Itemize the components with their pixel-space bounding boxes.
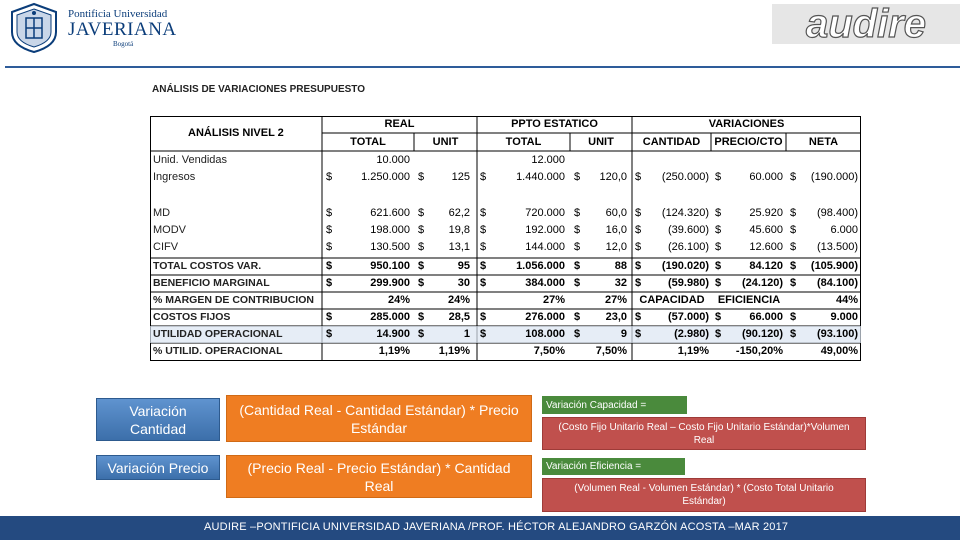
currency-symbol: $	[715, 241, 722, 253]
cell-vp: -150,20%	[735, 345, 783, 357]
cell-ru: 62,2	[448, 207, 470, 219]
cell-pu: 60,0	[605, 207, 627, 219]
group-header-ppto: PPTO ESTATICO	[511, 118, 598, 130]
cell-vc: (57.000)	[668, 311, 709, 323]
cell-rt: 1.250.000	[361, 171, 410, 183]
currency-symbol: $	[418, 311, 425, 323]
cell-rt: 621.600	[370, 207, 410, 219]
cell-vn: 6.000	[830, 224, 858, 236]
cell-vp: 12.600	[749, 241, 783, 253]
row-label: CIFV	[153, 241, 179, 253]
col-header-cantidad: CANTIDAD	[642, 136, 701, 148]
audire-wordmark: audire	[805, 4, 927, 44]
cell-pt: 276.000	[525, 311, 565, 323]
cell-vc: (250.000)	[661, 171, 709, 183]
cell-ru: 30	[457, 277, 470, 289]
cell-pt: 720.000	[525, 207, 565, 219]
footer-text: AUDIRE –PONTIFICIA UNIVERSIDAD JAVERIANA /PROF. HÉCTOR ALEJANDRO GARZÓN ACOSTA –MAR 2017	[204, 521, 789, 533]
cell-pt: 192.000	[525, 224, 565, 236]
currency-symbol: $	[635, 260, 642, 272]
currency-symbol: $	[790, 224, 797, 236]
currency-symbol: $	[574, 171, 581, 183]
variacion-precio-formula: (Precio Real - Precio Estándar) * Cantidad Real	[226, 455, 532, 498]
currency-symbol: $	[574, 207, 581, 219]
university-wordmark	[68, 8, 177, 48]
cell-vn	[790, 186, 858, 203]
currency-symbol: $	[480, 207, 487, 219]
cell-pu	[574, 186, 627, 203]
group-header-real: REAL	[384, 118, 415, 130]
row-label: Unid. Vendidas	[153, 154, 227, 166]
cell-ru: 1,19%	[438, 345, 470, 357]
cell-ru: 13,1	[448, 241, 470, 253]
currency-symbol: $	[790, 241, 797, 253]
row-label: BENEFICIO MARGINAL	[153, 277, 270, 289]
cell-vp: 25.920	[749, 207, 783, 219]
currency-symbol: $	[635, 311, 642, 323]
cell-rt: 14.900	[376, 328, 410, 340]
row-label: TOTAL COSTOS VAR.	[153, 260, 262, 272]
currency-symbol: $	[418, 277, 425, 289]
col-header-ppto-unit: UNIT	[588, 136, 614, 148]
currency-symbol: $	[574, 260, 581, 272]
currency-symbol: $	[418, 207, 425, 219]
cell-pt: 1.440.000	[516, 171, 565, 183]
cell-ru: 125	[451, 171, 470, 183]
cell-rt: 950.100	[370, 260, 410, 272]
cell-vc: (59.980)	[668, 277, 709, 289]
variacion-capacidad-label: Variación Capacidad =	[542, 396, 687, 414]
row-label: UTILIDAD OPERACIONAL	[153, 328, 283, 340]
currency-symbol: $	[574, 277, 581, 289]
cell-vn	[790, 152, 858, 169]
currency-symbol: $	[574, 241, 581, 253]
col-header-real-unit: UNIT	[432, 136, 459, 148]
cell-ru: 19,8	[448, 224, 470, 236]
cell-pu: 27%	[604, 294, 627, 306]
currency-symbol: $	[790, 207, 797, 219]
cell-pu: 32	[614, 277, 627, 289]
currency-symbol: $	[715, 224, 722, 236]
row-label: MODV	[153, 224, 186, 236]
cell-ru: 95	[457, 260, 470, 272]
currency-symbol: $	[418, 260, 425, 272]
logo-line-2: JAVERIANA	[68, 19, 177, 40]
cell-pu: 7,50%	[595, 345, 627, 357]
cell-pt: 12.000	[531, 154, 565, 166]
cell-pu: 12,0	[605, 241, 627, 253]
variacion-cantidad-formula: (Cantidad Real - Cantidad Estándar) * Precio Estándar	[226, 395, 532, 442]
currency-symbol: $	[418, 171, 425, 183]
currency-symbol: $	[480, 260, 487, 272]
audire-logo	[772, 4, 960, 44]
cell-vn: (190.000)	[810, 171, 858, 183]
cell-vc: (124.320)	[661, 207, 709, 219]
cell-rt: 1,19%	[378, 345, 410, 357]
corner-label: ANÁLISIS NIVEL 2	[188, 127, 284, 139]
cell-pu: 9	[620, 328, 627, 340]
cell-vc: (26.100)	[668, 241, 709, 253]
header-rule	[5, 66, 960, 68]
currency-symbol: $	[635, 241, 642, 253]
currency-symbol: $	[790, 171, 797, 183]
currency-symbol: $	[326, 328, 333, 340]
cell-vn: 44%	[835, 294, 858, 306]
cell-vp: (24.120)	[742, 277, 783, 289]
cell-rt: 198.000	[370, 224, 410, 236]
cell-vc: 1,19%	[677, 345, 709, 357]
page-title: ANÁLISIS DE VARIACIONES PRESUPUESTO	[152, 84, 365, 95]
cell-vn: 49,00%	[820, 345, 858, 357]
col-header-neta: NETA	[808, 136, 839, 148]
currency-symbol: $	[574, 328, 581, 340]
row-label: COSTOS FIJOS	[153, 311, 231, 323]
variacion-eficiencia-label: Variación Eficiencia =	[542, 458, 685, 475]
cell-vn: (105.900)	[810, 260, 858, 272]
col-header-precio: PRECIO/CTO	[714, 136, 783, 148]
cell-pt	[485, 186, 565, 203]
cell-pt: 108.000	[525, 328, 565, 340]
currency-symbol: $	[790, 260, 797, 272]
cell-pt: 1.056.000	[516, 260, 565, 272]
cell-pt: 144.000	[525, 241, 565, 253]
cell-vc	[635, 152, 709, 169]
cell-vn: (98.400)	[817, 207, 858, 219]
cell-vn: (84.100)	[817, 277, 858, 289]
currency-symbol: $	[635, 207, 642, 219]
logo-line-1: Pontificia Universidad	[68, 8, 168, 20]
currency-symbol: $	[635, 171, 642, 183]
currency-symbol: $	[715, 171, 722, 183]
cell-rt: 24%	[387, 294, 410, 306]
currency-symbol: $	[326, 241, 333, 253]
currency-symbol: $	[326, 207, 333, 219]
cell-vp: 84.120	[749, 260, 783, 272]
variacion-capacidad-formula: (Costo Fijo Unitario Real – Costo Fijo Unitario Estándar)*Volumen Real	[542, 417, 866, 450]
cell-vc	[635, 186, 709, 203]
currency-symbol: $	[574, 311, 581, 323]
currency-symbol: $	[715, 207, 722, 219]
cell-vn: (13.500)	[817, 241, 858, 253]
cell-pu: 120,0	[599, 171, 627, 183]
currency-symbol: $	[715, 277, 722, 289]
currency-symbol: $	[715, 260, 722, 272]
variacion-eficiencia-formula: (Volumen Real - Volumen Estándar) * (Costo Total Unitario Estándar)	[542, 478, 866, 512]
variance-table	[150, 116, 861, 361]
col-header-ppto-total: TOTAL	[505, 136, 542, 148]
header	[0, 0, 960, 64]
variacion-cantidad-label: Variación Cantidad	[96, 398, 220, 441]
cell-rt	[330, 186, 410, 203]
cell-vc: CAPACIDAD	[639, 294, 705, 306]
currency-symbol: $	[635, 277, 642, 289]
cell-pt: 7,50%	[533, 345, 565, 357]
currency-symbol: $	[326, 277, 333, 289]
currency-symbol: $	[418, 328, 425, 340]
currency-symbol: $	[635, 328, 642, 340]
cell-ru: 28,5	[448, 311, 470, 323]
cell-vp: 60.000	[749, 171, 783, 183]
cell-vc: (39.600)	[668, 224, 709, 236]
col-header-real-total: TOTAL	[350, 136, 386, 148]
logo-line-3: Bogotá	[113, 40, 134, 48]
currency-symbol: $	[790, 311, 797, 323]
cell-pu: 88	[614, 260, 627, 272]
row-label: Ingresos	[153, 171, 196, 183]
cell-pu	[574, 152, 627, 169]
currency-symbol: $	[326, 171, 333, 183]
row-label: MD	[153, 207, 171, 219]
cell-rt: 130.500	[370, 241, 410, 253]
currency-symbol: $	[574, 224, 581, 236]
cell-rt: 285.000	[370, 311, 410, 323]
currency-symbol: $	[480, 311, 487, 323]
cell-ru: 1	[463, 328, 470, 340]
group-header-variaciones: VARIACIONES	[708, 118, 785, 130]
currency-symbol: $	[480, 224, 487, 236]
university-logo	[6, 2, 176, 54]
currency-symbol: $	[715, 328, 722, 340]
cell-vc: (2.980)	[674, 328, 709, 340]
cell-vp: EFICIENCIA	[717, 294, 781, 306]
cell-vn: 9.000	[830, 311, 858, 323]
row-label: % UTILID. OPERACIONAL	[153, 345, 283, 357]
cell-ru: 24%	[447, 294, 470, 306]
variacion-precio-label: Variación Precio	[96, 455, 220, 480]
cell-pu: 16,0	[605, 224, 627, 236]
cell-vp: 66.000	[749, 311, 783, 323]
cell-pu: 23,0	[605, 311, 627, 323]
cell-vp: 45.600	[749, 224, 783, 236]
currency-symbol: $	[715, 311, 722, 323]
university-seal-icon	[6, 2, 62, 54]
cell-pt: 27%	[542, 294, 565, 306]
currency-symbol: $	[480, 171, 487, 183]
cell-ru	[418, 186, 470, 203]
cell-vc: (190.020)	[661, 260, 709, 272]
currency-symbol: $	[480, 328, 487, 340]
currency-symbol: $	[326, 224, 333, 236]
cell-vp	[715, 152, 783, 169]
cell-vn: (93.100)	[817, 328, 858, 340]
currency-symbol: $	[790, 277, 797, 289]
cell-vp	[715, 186, 783, 203]
currency-symbol: $	[326, 260, 333, 272]
row-label: % MARGEN DE CONTRIBUCION	[153, 294, 315, 306]
cell-pt: 384.000	[525, 277, 565, 289]
currency-symbol: $	[418, 224, 425, 236]
currency-symbol: $	[480, 241, 487, 253]
currency-symbol: $	[635, 224, 642, 236]
cell-rt: 10.000	[376, 154, 410, 166]
currency-symbol: $	[790, 328, 797, 340]
currency-symbol: $	[326, 311, 333, 323]
currency-symbol: $	[480, 277, 487, 289]
cell-vp: (90.120)	[742, 328, 783, 340]
currency-symbol: $	[418, 241, 425, 253]
cell-ru	[418, 152, 470, 169]
cell-rt: 299.900	[370, 277, 410, 289]
